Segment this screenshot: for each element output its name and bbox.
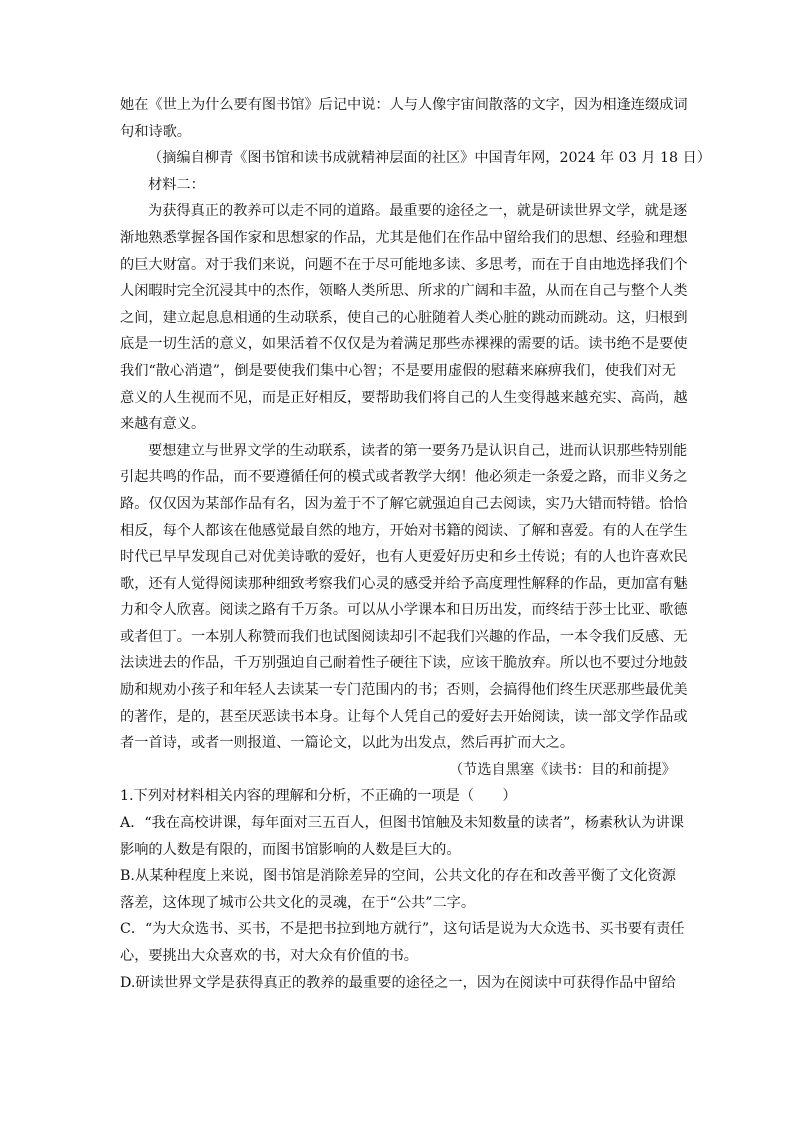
text-line: 路。仅仅因为某部作品有名，因为羞于不了解它就强迫自己去阅读，实乃大错而特错。恰恰: [120, 495, 688, 512]
text-line: 要想建立与世界文学的生动联系，读者的第一要务乃是认识自己，进而认识那些特别能: [148, 442, 688, 459]
text-line: 或者但丁。一本别人称赞而我们也试图阅读却引不起我们兴趣的作品，一本令我们反感、无: [120, 628, 688, 645]
option-b-cont: 落差，这体现了城市公共文化的灵魂，在于“公共”二字。: [120, 894, 476, 911]
text-line: 的著作，是的，甚至厌恶读书本身。让每个人凭自己的爱好去开始阅读，读一部文学作品或: [120, 708, 688, 725]
text-line: 引起共鸣的作品，而不要遵循任何的模式或者教学大纲！他必须走一条爱之路，而非义务之: [120, 469, 688, 486]
text-line: 歌，还有人觉得阅读那种细致考察我们心灵的感受并给予高度理性解释的作品，更加富有魅: [120, 575, 688, 592]
option-c: C．“为大众选书、买书，不是把书拉到地方就行”，这句话是说为大众选书、买书要有责任: [120, 921, 685, 938]
text-line: 为获得真正的教养可以走不同的道路。最重要的途径之一，就是研读世界文学，就是逐: [148, 203, 688, 220]
source-citation: （摘编自柳青《图书馆和读书成就精神层面的社区》中国青年网，2024 年 03 月 18 日）: [148, 150, 711, 167]
option-d: D.研读世界文学是获得真正的教养的最重要的途径之一，因为在阅读中可获得作品中留给: [120, 974, 676, 991]
text-line: 意义的人生视而不见，而是正好相反，要帮助我们将自己的人生变得越来越充实、高尚，越: [120, 389, 688, 406]
text-line: 力和令人欣喜。阅读之路有千万条。可以从小学课本和日历出发，而终结于莎士比亚、歌德: [120, 602, 688, 619]
text-line: 法读进去的作品，千万别强迫自己耐着性子硬往下读，应该干脆放弃。所以也不要过分地鼓: [120, 655, 688, 672]
text-line: 渐地熟悉掌握各国作家和思想家的作品，尤其是他们在作品中留给我们的思想、经验和理想: [120, 229, 688, 246]
option-a-cont: 影响的人数是有限的，而图书馆影响的人数是巨大的。: [120, 841, 461, 858]
text-line: 的巨大财富。对于我们来说，问题不在于尽可能地多读、多思考，而在于自由地选择我们个: [120, 256, 688, 273]
text-line: 她在《世上为什么要有图书馆》后记中说：人与人像宇宙间散落的文字，因为相逢连缀成词: [120, 97, 688, 113]
document-page: [120, 92, 711, 996]
source-citation: （节选自黑塞《读书：目的和前提》: [448, 761, 676, 778]
text-line: 相反，每个人都该在他感觉最自然的地方，开始对书籍的阅读、了解和喜爱。有的人在学生: [120, 522, 688, 539]
section-heading: 材料二：: [148, 176, 205, 193]
option-a: A．“我在高校讲课，每年面对三五百人，但图书馆触及未知数量的读者”，杨素秋认为讲课: [120, 815, 684, 832]
option-b: B.从某种程度上来说，图书馆是消除差异的空间，公共文化的存在和改善平衡了文化资源: [120, 868, 676, 885]
text-line: 底是一切生活的意义，如果活着不仅仅是为着满足那些赤裸裸的需要的话。读书绝不是要使: [120, 336, 688, 353]
text-line: 时代已早早发现自己对优美诗歌的爱好，也有人更爱好历史和乡土传说；有的人也许喜欢民: [120, 549, 688, 566]
text-line: 来越有意义。: [120, 416, 206, 433]
text-line: 人闲暇时完全沉浸其中的杰作，领略人类所思、所求的广阔和丰盈，从而在自己与整个人类: [120, 283, 688, 300]
text-line: 励和规劝小孩子和年轻人去读某一专门范围内的书；否则，会搞得他们终生厌恶那些最优美: [120, 682, 688, 699]
text-line: 句和诗歌。: [120, 123, 191, 140]
text-line: 之间，建立起息息相通的生动联系，使自己的心脏随着人类心脏的跳动而跳动。这，归根到: [120, 309, 688, 326]
option-c-cont: 心，要挑出大众喜欢的书，对大众有价值的书。: [120, 948, 418, 964]
question-stem: 1.下列对材料相关内容的理解和分析，不正确的一项是（ ）: [120, 788, 517, 805]
text-line: 者一首诗，或者一则报道、一篇论文，以此为出发点，然后再扩而大之。: [120, 735, 575, 752]
text-line: 我们“散心消遣”，倒是要使我们集中心智；不是要用虚假的慰藉来麻痹我们，使我们对无: [120, 362, 676, 379]
